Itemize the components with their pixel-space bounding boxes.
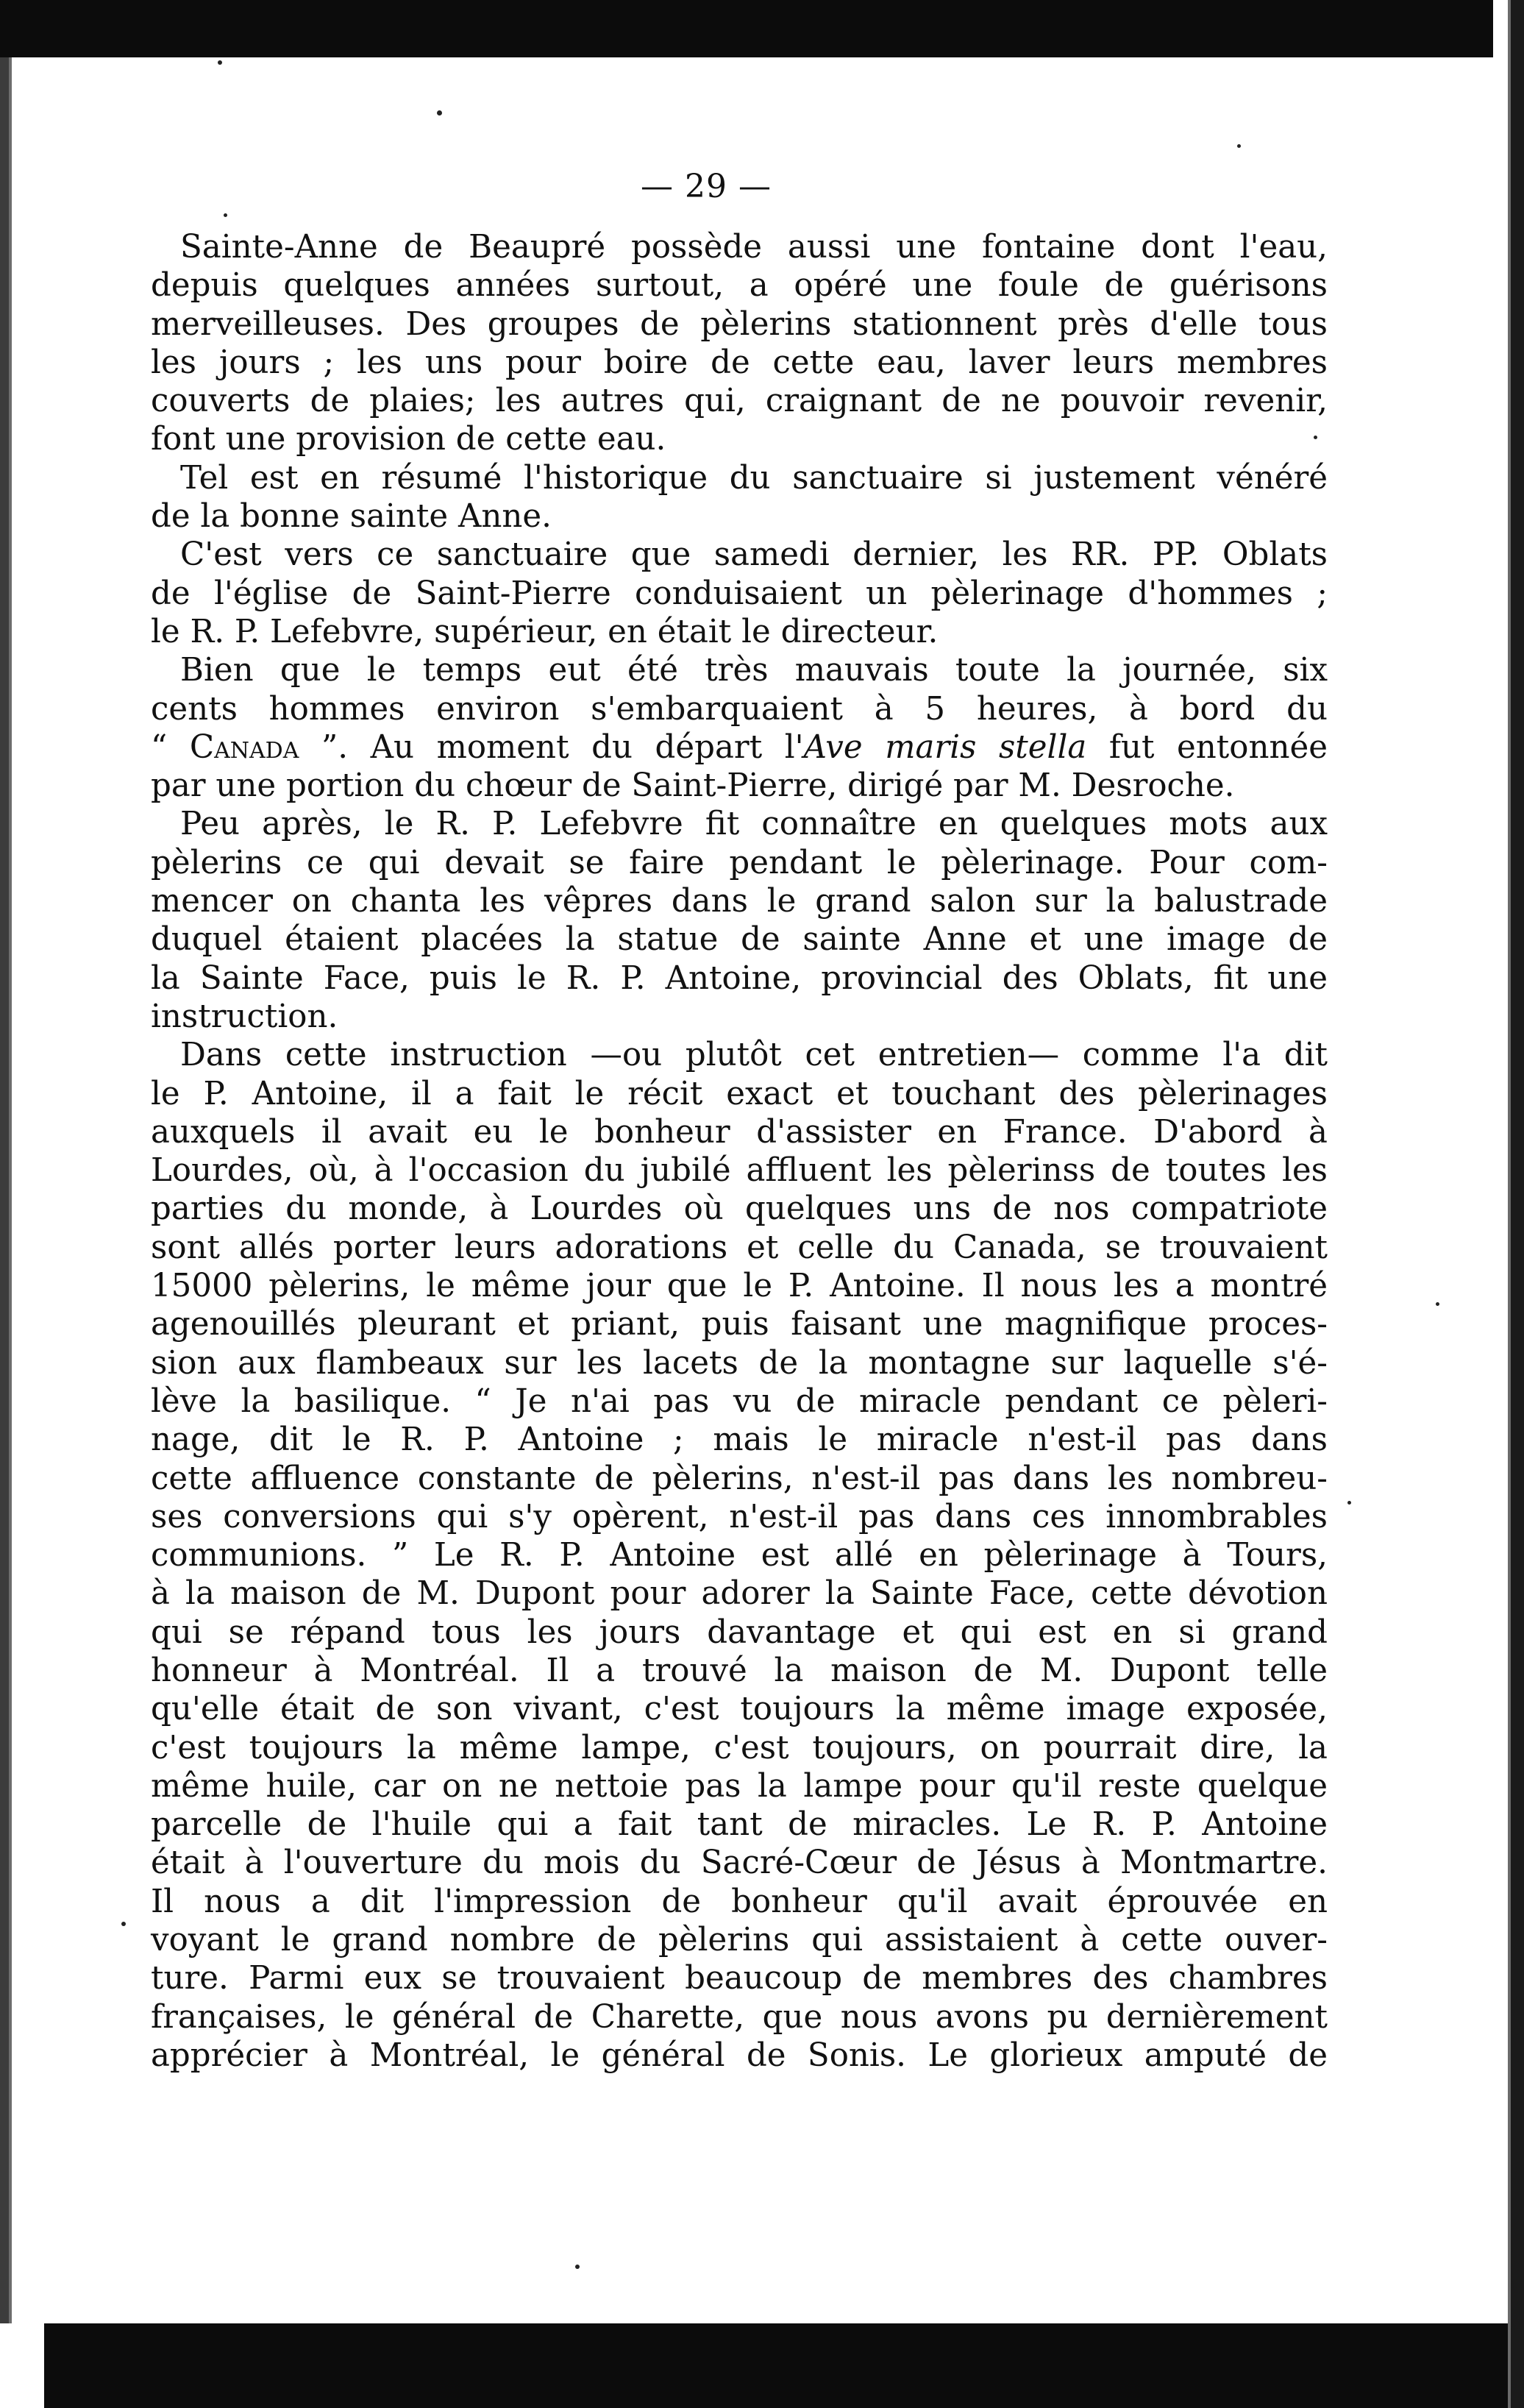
text-segment: Ave maris stella [803, 728, 1087, 766]
text-line [151, 882, 1328, 920]
text-line [151, 1075, 1328, 1113]
text-segment: honneur à Montréal. Il a trouvé la maison de M. Dupont telle [151, 1652, 1328, 1689]
body-text [151, 228, 1328, 2075]
text-segment: merveilleuses. Des groupes de pèlerins stationnent près d'elle tous [151, 305, 1328, 343]
text-line [151, 690, 1328, 728]
text-segment: c'est toujours la même lampe, c'est toujours, on pourrait dire, la [151, 1729, 1328, 1766]
text-segment: qui se répand tous les jours davantage et qui est en si grand [151, 1613, 1328, 1651]
text-segment: la Sainte Face, puis le R. P. Antoine, provincial des Oblats, fit une [151, 959, 1328, 997]
text-segment: parties du monde, à Lourdes où quelques uns de nos compatriote [151, 1190, 1328, 1228]
text-segment: qu'elle était de son vivant, c'est toujours la même image exposée, [151, 1691, 1328, 1728]
text-line [151, 1805, 1328, 1844]
text-line [151, 1151, 1328, 1190]
text-segment: de l'église de Saint-Pierre conduisaient un pèlerinage d'hommes ; [151, 575, 1328, 612]
text-line [151, 228, 1328, 266]
text-segment: Dans cette instruction —ou plutôt cet entretien— comme l'a dit [180, 1037, 1328, 1074]
text-segment: le P. Antoine, il a fait le récit exact et touchant des pèlerinages [151, 1075, 1328, 1112]
text-line [151, 344, 1328, 382]
text-segment: fut entonnée [1086, 728, 1328, 766]
text-segment: mencer on chanta les vêpres dans le grand salon sur la balustrade [151, 883, 1328, 920]
text-line [151, 1305, 1328, 1343]
text-line [151, 1613, 1328, 1652]
text-segment: Tel est en résumé l'historique du sanctuaire si justement vénéré [180, 459, 1328, 497]
text-line [151, 1536, 1328, 1574]
text-segment: agenouillés pleurant et priant, puis faisant une magnifique proces- [151, 1306, 1328, 1343]
text-segment: françaises, le général de Charette, que nous avons pu dernièrement [151, 1998, 1328, 2036]
text-segment: sion aux flambeaux sur les lacets de la montagne sur laquelle s'é- [151, 1344, 1328, 1382]
scan-speck [1237, 144, 1241, 148]
text-segment: voyant le grand nombre de pèlerins qui assistaient à cette ouver- [151, 1922, 1328, 1959]
text-line [151, 1267, 1328, 1305]
scan-speck [437, 110, 442, 116]
text-segment: 15000 pèlerins, le même jour que le P. Antoine. Il nous les a montré [151, 1268, 1328, 1305]
scan-speck [218, 60, 222, 65]
scan-border-top [0, 0, 1493, 57]
text-segment: cents hommes environ s'embarquaient à 5 heures, à bord du [151, 690, 1328, 728]
text-segment: Il nous a dit l'impression de bonheur qu'il avait éprouvée en [151, 1883, 1328, 1920]
text-line [151, 2036, 1328, 2075]
text-line [151, 613, 1328, 651]
text-line [151, 1883, 1328, 1921]
text-line [151, 844, 1328, 882]
text-line [151, 1190, 1328, 1228]
text-line [151, 1113, 1328, 1151]
text-line [151, 767, 1328, 805]
text-segment: “ [151, 728, 190, 766]
text-line [151, 728, 1328, 767]
text-segment: pèlerins ce qui devait se faire pendant le pèlerinage. Pour com- [151, 844, 1328, 881]
text-segment: cette affluence constante de pèlerins, n'est-il pas dans les nombreu- [151, 1460, 1328, 1497]
scan-speck [1436, 1302, 1439, 1306]
text-segment: même huile, car on ne nettoie pas la lampe pour qu'il reste quelque [151, 1767, 1328, 1805]
text-line [151, 1382, 1328, 1421]
text-line [151, 1036, 1328, 1074]
text-line [151, 651, 1328, 689]
text-line [151, 1460, 1328, 1498]
text-segment: à la maison de M. Dupont pour adorer la Sainte Face, cette dévotion [151, 1575, 1328, 1613]
text-line [151, 1998, 1328, 2036]
text-segment: lève la basilique. “ Je n'ai pas vu de miracle pendant ce pèleri- [151, 1382, 1328, 1420]
text-segment: ture. Parmi eux se trouvaient beaucoup de membres des chambres [151, 1960, 1328, 1997]
text-segment: nage, dit le R. P. Antoine ; mais le miracle n'est-il pas dans [151, 1421, 1328, 1459]
text-segment: Lourdes, où, à l'occasion du jubilé affluent les pèlerinss de toutes les [151, 1152, 1328, 1190]
text-segment: parcelle de l'huile qui a fait tant de miracles. Le R. P. Antoine [151, 1806, 1328, 1844]
text-line [151, 1652, 1328, 1690]
text-segment: depuis quelques années surtout, a opéré une foule de guérisons [151, 267, 1328, 305]
text-line [151, 1767, 1328, 1805]
text-line [151, 459, 1328, 497]
text-line [151, 1574, 1328, 1613]
text-segment: ses conversions qui s'y opèrent, n'est-il pas dans ces innombrables [151, 1498, 1328, 1535]
text-segment: était à l'ouverture du mois du Sacré-Cœur de Jésus à Montmartre. [151, 1844, 1328, 1882]
text-line [151, 1729, 1328, 1767]
text-segment: les jours ; les uns pour boire de cette eau, laver leurs membres [151, 344, 1328, 381]
scan-border-bottom [44, 2323, 1508, 2408]
text-segment: C'est vers ce sanctuaire que samedi dernier, les RR. PP. Oblats [180, 536, 1328, 574]
text-line [151, 1229, 1328, 1267]
text-line [151, 266, 1328, 305]
scan-border-right [1493, 0, 1524, 2408]
text-segment: duquel étaient placées la statue de sainte Anne et une image de [151, 921, 1328, 959]
text-line [151, 959, 1328, 998]
text-line [151, 1498, 1328, 1536]
text-line [151, 1344, 1328, 1382]
text-segment: par une portion du chœur de Saint-Pierre, dirigé par M. Desroche. [151, 767, 1235, 805]
text-segment: couverts de plaies; les autres qui, craignant de ne pouvoir revenir, [151, 383, 1328, 420]
text-segment: instruction. [151, 998, 338, 1035]
text-line [151, 998, 1328, 1036]
text-segment: ”. Au moment du départ l' [299, 728, 804, 766]
text-segment: Canada [189, 728, 299, 766]
page-number: — 29 — [641, 168, 772, 205]
scan-speck [1347, 1501, 1351, 1505]
text-segment: Peu après, le R. P. Lefebvre fit connaître en quelques mots aux [180, 806, 1328, 843]
text-line [151, 1421, 1328, 1459]
text-line [151, 575, 1328, 613]
text-line [151, 1844, 1328, 1882]
text-line [151, 420, 1328, 458]
scan-speck [121, 1922, 126, 1926]
text-line [151, 920, 1328, 959]
text-line [151, 1690, 1328, 1728]
text-segment: de la bonne sainte Anne. [151, 498, 552, 536]
text-line [151, 536, 1328, 574]
text-segment: sont allés porter leurs adorations et celle du Canada, se trouvaient [151, 1229, 1328, 1266]
text-segment: font une provision de cette eau. [151, 421, 666, 458]
text-line [151, 805, 1328, 843]
text-segment: communions. ” Le R. P. Antoine est allé en pèlerinage à Tours, [151, 1537, 1328, 1574]
scan-border-left [0, 57, 25, 2323]
text-segment: le R. P. Lefebvre, supérieur, en était le directeur. [151, 613, 939, 650]
text-segment: Bien que le temps eut été très mauvais toute la journée, six [180, 652, 1328, 689]
text-segment: auxquels il avait eu le bonheur d'assister en France. D'abord à [151, 1113, 1328, 1151]
text-line [151, 1921, 1328, 1959]
scan-speck [224, 213, 227, 217]
text-line [151, 497, 1328, 536]
text-segment: Sainte-Anne de Beaupré possède aussi une fontaine dont l'eau, [180, 229, 1328, 266]
text-line [151, 382, 1328, 420]
scan-speck [575, 2265, 580, 2269]
text-segment: apprécier à Montréal, le général de Sonis. Le glorieux amputé de [151, 2036, 1328, 2074]
text-line [151, 305, 1328, 344]
text-line [151, 1959, 1328, 1997]
